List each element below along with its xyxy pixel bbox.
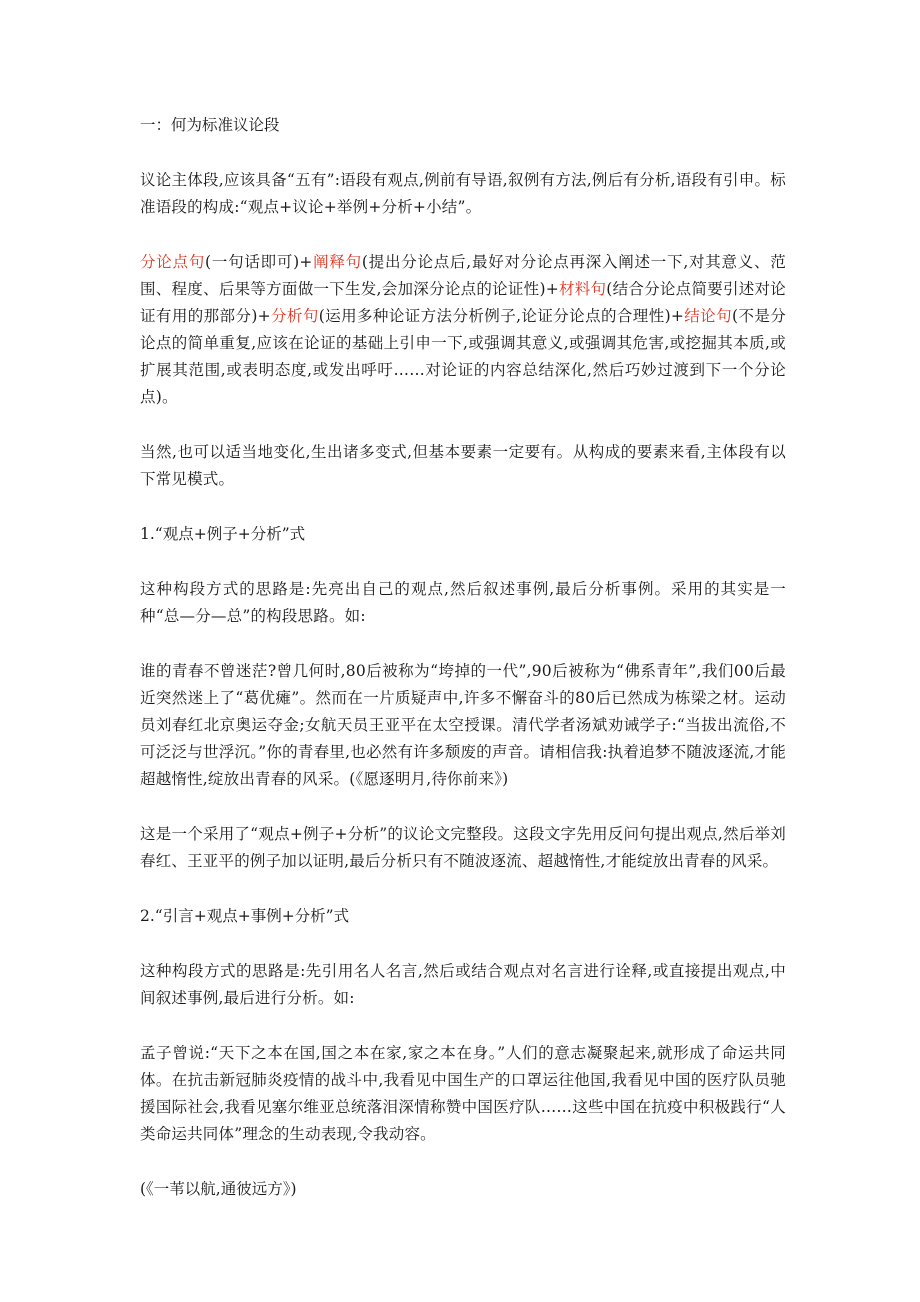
text-conclusion-sentence: (不是分论点的简单重复,应该在论证的基础上引申一下,或强调其意义,或强调其危害,或挖掘其本质,或扩展其范围,或表明态度,或发出呼吁……对论证的内容总结深化,然后巧妙过渡到下一个分论点)。 <box>140 307 786 406</box>
label-explanation-sentence: 阐释句 <box>312 253 362 271</box>
text-analysis-sentence: (运用多种论证方法分析例子,论证分论点的合理性)+ <box>318 307 685 325</box>
section-title: 一：何为标准议论段 <box>140 116 280 134</box>
text-explanation-sentence: (提出分论点后,最好对分论点再深入阐述一下,对其意义、范围、程度、后果等方面做一下生发,会加深分论点的论证性)+ <box>140 253 786 298</box>
variation-paragraph: 当然,也可以适当地变化,生出诸多变式,但基本要素一定要有。从构成的要素来看,主体段有以下常见模式。 <box>140 443 786 488</box>
mode2-source: (《一苇以航,通彼远方》) <box>140 1180 297 1198</box>
mode1-title: 1.“观点+例子+分析”式 <box>140 525 306 543</box>
text-thesis-sentence: (一句话即可)+ <box>205 253 313 271</box>
mode1-example: 谁的青春不曾迷茫?曾几何时,80后被称为“垮掉的一代”,90后被称为“佛系青年”,我们00后最近突然迷上了“葛优瘫”。然而在一片质疑声中,许多不懈奋斗的80后已然成为栋梁之材。运动员刘春红北京奥运夺金;女航天员王亚平在太空授课。清代学者汤斌劝诫学子:“当拔出流俗,不可泛泛与世浮沉。”你的青春里,也必然有许多颓废的声音。请相信我:执着追梦不随波逐流,才能超越惰性,绽放出青春的风采。(《愿逐明月,待你前来》) <box>140 662 786 788</box>
mode2-description: 这种构段方式的思路是:先引用名人名言,然后或结合观点对名言进行诠释,或直接提出观点,中间叙述事例,最后进行分析。如: <box>140 962 786 1007</box>
label-material-sentence: 材料句 <box>558 280 607 298</box>
mode1-description: 这种构段方式的思路是:先亮出自己的观点,然后叙述事例,最后分析事例。采用的其实是一种“总—分—总”的构段思路。如: <box>140 580 786 625</box>
label-thesis-sentence: 分论点句 <box>140 253 206 271</box>
label-analysis-sentence: 分析句 <box>270 307 319 325</box>
document-page <box>140 112 786 1231</box>
label-conclusion-sentence: 结论句 <box>684 307 732 325</box>
text-material-sentence: (结合分论点简要引述对论证有用的那部分)+ <box>140 280 786 325</box>
mode2-example: 孟子曾说:“天下之本在国,国之本在家,家之本在身。”人们的意志凝聚起来,就形成了命运共同体。在抗击新冠肺炎疫情的战斗中,我看见中国生产的口罩运往他国,我看见中国的医疗队员驰援国际社会,我看见塞尔维亚总统落泪深情称赞中国医疗队……这些中国在抗疫中积极践行“人类命运共同体”理念的生动表现,令我动容。 <box>140 1044 786 1143</box>
mode2-title: 2.“引言+观点+事例+分析”式 <box>140 907 350 925</box>
mode1-analysis: 这是一个采用了“观点+例子+分析”的议论文完整段。这段文字先用反问句提出观点,然后举刘春红、王亚平的例子加以证明,最后分析只有不随波逐流、超越惰性,才能绽放出青春的风采。 <box>140 825 786 870</box>
intro-paragraph: 议论主体段,应该具备“五有”:语段有观点,例前有导语,叙例有方法,例后有分析,语段有引申。标准语段的构成:“观点+议论+举例+分析+小结”。 <box>140 171 786 216</box>
structure-paragraph <box>140 249 786 411</box>
